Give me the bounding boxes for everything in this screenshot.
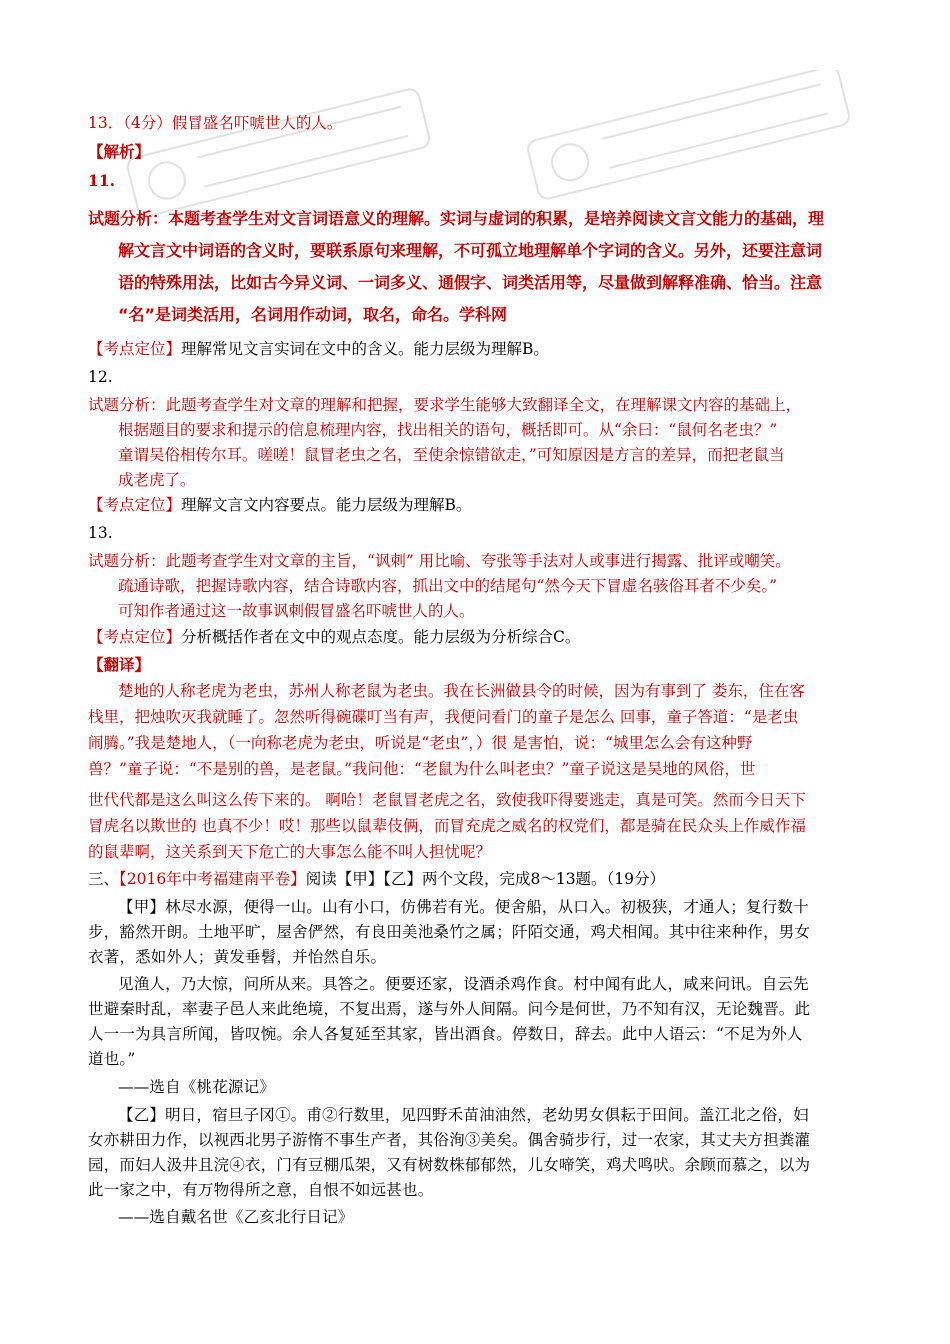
passage-jia-line-4: 见渔人，乃大惊，问所从来。具答之。便要还家，设酒杀鸡作食。村中闻有此人，咸来问讯。自云先 [118,975,809,993]
watermark-logo [90,70,910,220]
translation-line-5: 世代代都是这么叫这么传下来的。 啊哈！老鼠冒老虎之名，致使我吓得要逃走，真是可笑。然而今日天下 [88,791,806,809]
analysis-11-line-2: 解文言文中词语的含义时，要联系原句来理解，不可孤立地理解单个字词的含义。另外，还要注意词 [118,241,823,260]
passage-jia-line-2: 步，豁然开朗。土地平旷，屋舍俨然，有良田美池桑竹之属；阡陌交通，鸡犬相闻。其中往来种作，男女 [88,923,811,941]
analysis-11-line-3: 语的特殊用法，比如古今异义词、一词多义、通假字、词类活用等，尽量做到解释准确、恰当。注意 [118,273,823,292]
passage-yi-source: ——选自戴名世《乙亥北行日记》 [118,1208,354,1226]
question-12-number: 12. [88,368,113,386]
translation-line-7: 的鼠辈啊，这关系到天下危亡的大事怎么能不叫人担忧呢？ [88,843,492,861]
analysis-12-line-2: 根据题目的要求和提示的信息梳理内容，找出相关的语句，概括即可。从“余曰：“鼠何名老虫？” [118,421,778,439]
passage-jia-line-7: 道也。” [88,1050,136,1068]
translation-line-1: 楚地的人称老虎为老虫，苏州人称老鼠为老虫。我在长洲做县令的时候，因为有事到了 娄东，住在客 [118,682,805,700]
passage-yi-line-1: 【乙】明日，宿旦子冈①。甫②行数里，见四野禾苗油油然，老幼男女俱耘于田间。盖江北之俗，妇 [118,1106,809,1124]
passage-yi-line-4: 此一家之中，有万物得所之意，自恨不如远甚也。 [88,1181,434,1199]
section-three-heading: 三、【2016年中考福建南平卷】阅读【甲】【乙】两个文段，完成8～13题。（19分） [88,870,666,888]
analysis-12-line-3: 童谓吴俗相传尔耳。嗟嗟！鼠冒老虫之名，至使余惊错欲走，”可知原因是方言的差异，而把老鼠当 [118,446,785,464]
analysis-13-line-1: 试题分析：此题考查学生对文章的主旨，“讽刺” 用比喻、夸张等手法对人或事进行揭露、批评或嘲笑。 [88,552,791,570]
question-13-number: 13. [88,524,113,542]
analysis-12-line-1: 试题分析：此题考查学生对文章的理解和把握，要求学生能够大致翻译全文，在理解课文内容的基础上， [88,396,802,414]
passage-yi-line-3: 园，而妇人汲井且浣④衣，门有豆棚瓜架，又有树数株郁郁然，儿女啼笑，鸡犬鸣吠。余顾而慕之，以为 [88,1156,811,1174]
question-11-number: 11. [88,171,115,190]
analysis-12-line-4: 成老虎了。 [118,471,196,489]
passage-yi-line-2: 女亦耕田力作，以视西北男子游惰不事生产者，其俗洵③美矣。偶舍骑步行，过一农家，其丈夫方担粪灌 [88,1131,811,1149]
analysis-heading: 【解析】 [88,142,151,161]
analysis-13-line-3: 可知作者通过这一故事讽刺假冒盛名吓唬世人的人。 [118,602,475,620]
key-point-12: 【考点定位】理解文言文内容要点。能力层级为理解B。 [88,496,472,514]
translation-line-2: 栈里，把烛吹灭我就睡了。忽然听得碗碟叮当有声，我便问看门的童子是怎么 回事，童子答道：“是老虫 [88,708,799,726]
analysis-13-line-2: 疏通诗歌，把握诗歌内容，结合诗歌内容，抓出文中的结尾句“然今天下冒虚名骇俗耳者不少矣。” [118,577,778,595]
passage-jia-line-6: 人一一为具言所闻，皆叹惋。余人各复延至其家，皆出酒食。停数日，辞去。此中人语云：“不足为外人 [88,1025,803,1043]
key-point-11: 【考点定位】理解常见文言实词在文中的含义。能力层级为理解B。 [88,340,549,358]
passage-jia-line-5: 世避秦时乱，率妻子邑人来此绝境，不复出焉，遂与外人间隔。问今是何世，乃不知有汉，无论魏晋。此 [88,1000,811,1018]
analysis-11-line-1: 试题分析：本题考查学生对文言词语意义的理解。实词与虚词的积累，是培养阅读文言文能力的基础，理 [88,209,825,228]
passage-jia-line-1: 【甲】林尽水源，便得一山。山有小口，仿佛若有光。便舍船，从口入。初极狭，才通人；复行数十 [118,898,809,916]
translation-line-4: 兽？”童子说：“不是别的兽，是老鼠。”我问他：“老鼠为什么叫老虫？”童子说这是吴地的风俗，世 [88,760,756,778]
translation-heading: 【翻译】 [88,655,151,674]
analysis-11-line-4: “名”是词类活用，名词用作动词，取名，命名。学科网 [118,305,508,324]
passage-jia-line-3: 衣著，悉如外人；黄发垂髫，并怡然自乐。 [88,948,387,966]
translation-line-3: 闹腾。”我是楚地人，（一向称老虎为老虫，听说是“老虫”，）很 是害怕，说：“城里怎么会有这种野 [88,734,753,752]
translation-line-6: 冒虎名以欺世的 也真不少！哎！那些以鼠辈伎俩，而冒充虎之威名的权党们，都是骑在民众头上作威作福 [88,817,806,835]
passage-jia-source: ——选自《桃花源记》 [118,1078,276,1096]
answer-13: 13．（4分）假冒盛名吓唬世人的人。 [88,114,343,132]
key-point-13: 【考点定位】分析概括作者在文中的观点态度。能力层级为分析综合C。 [88,628,581,646]
